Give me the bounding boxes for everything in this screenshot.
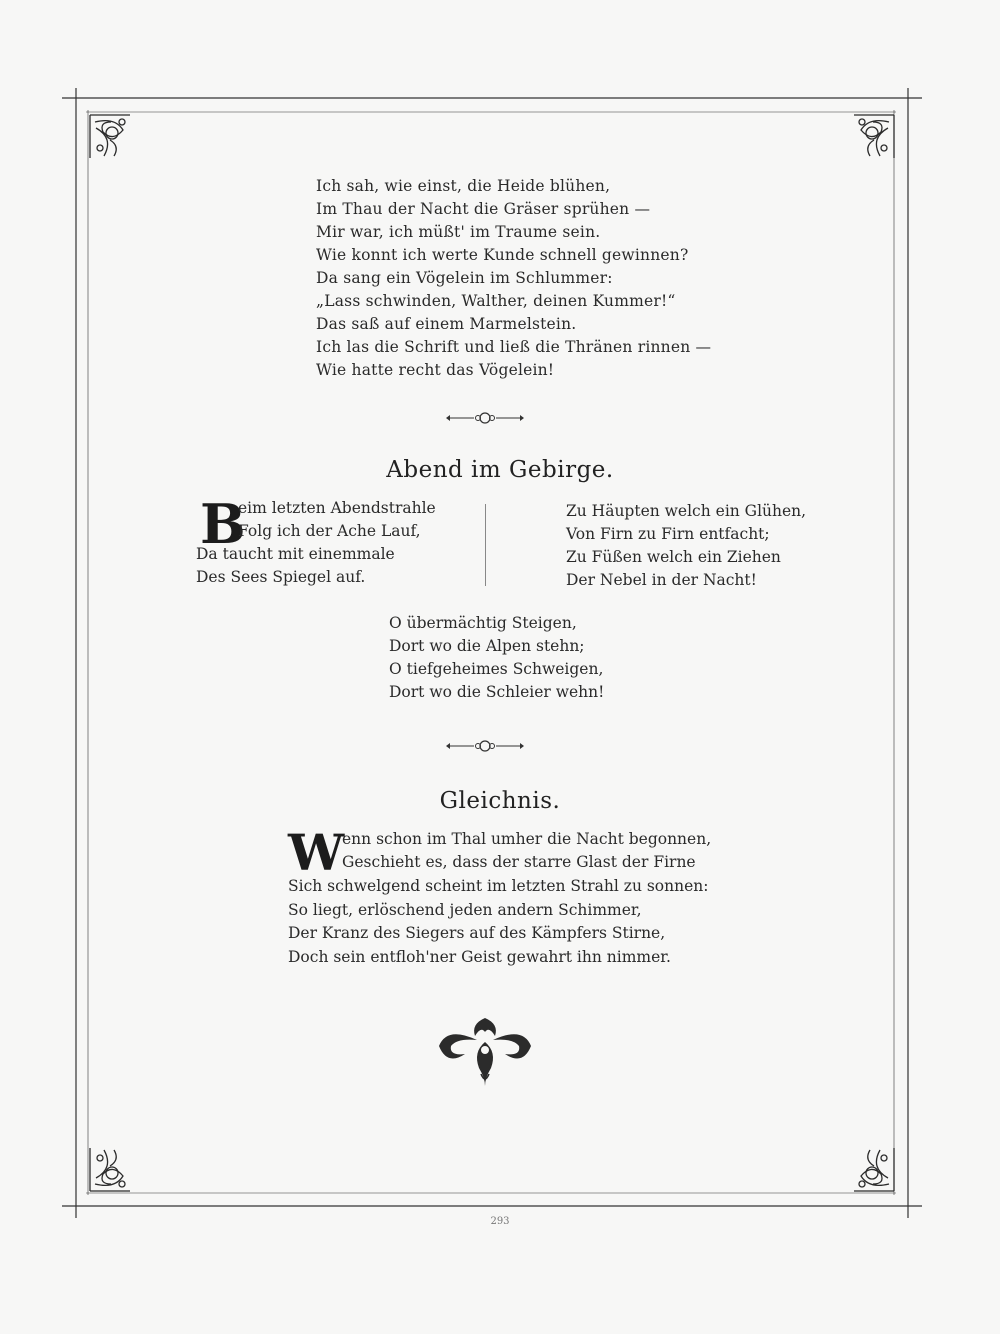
verse-line: Mir war, ich müßt' im Traume sein. — [316, 223, 601, 241]
verse-line: Der Nebel in der Nacht! — [566, 571, 757, 589]
divider-ornament-icon — [440, 739, 530, 753]
stanza-left-part2 — [196, 543, 395, 589]
verse-line: Da sang ein Vögelein im Schlummer: — [316, 269, 613, 287]
verse-line: enn schon im Thal umher die Nacht begonnen, — [342, 830, 712, 848]
verse-line: Geschieht es, dass der starre Glast der Firne — [342, 853, 696, 871]
verse-line: Von Firn zu Firn entfacht; — [566, 525, 770, 543]
verse-line: Das saß auf einem Marmelstein. — [316, 315, 577, 333]
verse-line: Des Sees Spiegel auf. — [196, 568, 366, 586]
corner-ornament-icon — [854, 115, 894, 158]
verse-line: Dort wo die Alpen stehn; — [389, 637, 585, 655]
verse-line: Doch sein entfloh'ner Geist gewahrt ihn nimmer. — [288, 947, 671, 966]
dropcap-w: W — [288, 823, 345, 882]
verse-line: Dort wo die Schleier wehn! — [389, 683, 605, 701]
verse-line: Da taucht mit einemmale — [196, 545, 395, 563]
verse-line: O übermächtig Steigen, — [389, 614, 577, 632]
stanza-right — [566, 500, 806, 592]
verse-line: Folg ich der Ache Lauf, — [238, 522, 421, 540]
page-number: 293 — [490, 1216, 510, 1227]
verse-line: „Lass schwinden, Walther, deinen Kummer!“ — [316, 292, 676, 310]
verse-line: Ich sah, wie einst, die Heide blühen, — [316, 177, 611, 195]
column-divider — [485, 504, 486, 586]
divider-ornament-icon — [440, 411, 530, 425]
stanza-center — [389, 612, 604, 704]
corner-ornament-icon — [90, 115, 130, 158]
gleichnis-lines — [288, 875, 708, 969]
verse-line: Wie konnt ich werte Kunde schnell gewinnen? — [316, 246, 689, 264]
verse-line: So liegt, erlöschend jeden andern Schimmer, — [288, 900, 642, 919]
poem-title-abend: Abend im Gebirge. — [386, 457, 614, 483]
verse-line: Der Kranz des Siegers auf des Kämpfers Stirne, — [288, 924, 666, 942]
verse-line: Zu Häupten welch ein Glühen, — [566, 502, 807, 520]
dropcap-b: B — [200, 492, 246, 556]
corner-ornament-icon — [90, 1148, 130, 1191]
corner-ornament-icon — [854, 1148, 894, 1191]
stanza-left-part1 — [238, 497, 436, 543]
verse-line: Wie hatte recht das Vögelein! — [316, 361, 555, 379]
gleichnis-lines-indented — [342, 828, 711, 874]
poem-title-gleichnis: Gleichnis. — [439, 788, 561, 814]
poem-walther — [316, 175, 712, 382]
verse-line: O tiefgeheimes Schweigen, — [389, 660, 604, 678]
verse-line: Ich las die Schrift und ließ die Thränen rinnen — — [316, 338, 712, 356]
verse-line: eim letzten Abendstrahle — [238, 499, 436, 517]
verse-line: Zu Füßen welch ein Ziehen — [566, 548, 781, 566]
floral-tailpiece-icon — [439, 1018, 531, 1086]
verse-line: Sich schwelgend scheint im letzten Strahl zu sonnen: — [288, 877, 709, 895]
verse-line: Im Thau der Nacht die Gräser sprühen — — [316, 200, 651, 218]
